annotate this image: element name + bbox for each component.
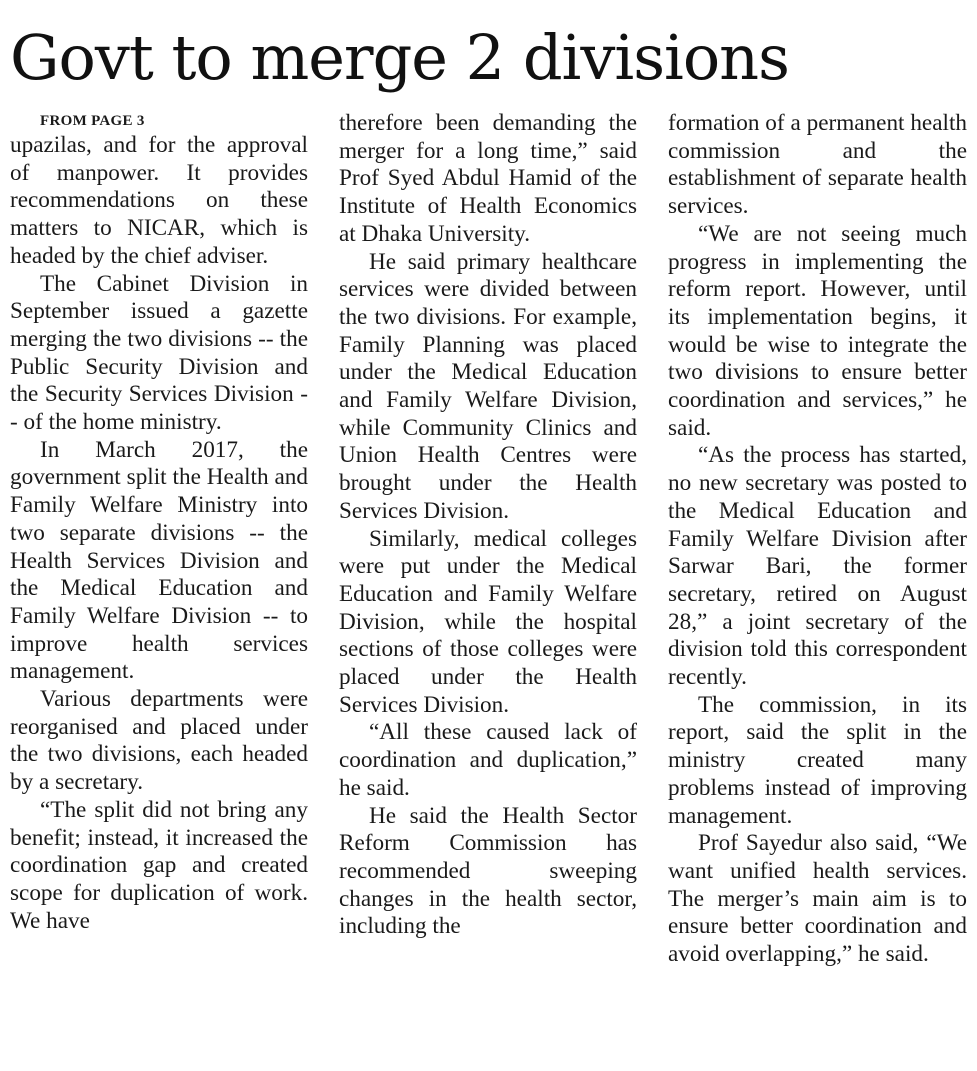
paragraph: “The split did not bring any benefit; instead, it increased the coordination gap and created scope for duplication of work. We have xyxy=(10,796,308,934)
paragraph: therefore been demanding the merger for a long time,” said Prof Syed Abdul Hamid of the Institute of Health Economics at Dhaka University. xyxy=(339,110,637,247)
paragraph: Prof Sayedur also said, “We want unified health services. The merger’s main aim is to ensure better coordination and avoid overlapping,” he said. xyxy=(668,830,967,968)
paragraph: upazilas, and for the approval of manpower. It provides recommendations on these matters to NICAR, which is headed by the chief adviser. xyxy=(10,132,308,269)
paragraph: “As the process has started, no new secretary was posted to the Medical Education and Family Welfare Division after Sarwar Bari, the former secretary, retired on August 28,” a joint secretary of the division told this correspondent recently. xyxy=(668,442,967,691)
article-column-3 xyxy=(668,110,967,969)
paragraph: He said primary healthcare services were divided between the two divisions. For example, Family Planning was placed under the Medical Education and Family Welfare Division, while Community Clinics and Union Health Centres were brought under the Health Services Division. xyxy=(339,248,637,524)
paragraph: In March 2017, the government split the Health and Family Welfare Ministry into two separate divisions -- the Health Services Division and the Medical Education and Family Welfare Division -- to improve health services management. xyxy=(10,436,308,685)
article-column-2 xyxy=(339,110,637,941)
paragraph: “We are not seeing much progress in implementing the reform report. However, until its implementation begins, it would be wise to integrate the two divisions to ensure better coordination and services,” he said. xyxy=(668,220,967,441)
paragraph: He said the Health Sector Reform Commission has recommended sweeping changes in the health sector, including the xyxy=(339,802,637,940)
kicker-from-page: FROM PAGE 3 xyxy=(40,113,145,129)
paragraph: Various departments were reorganised and placed under the two divisions, each headed by a secretary. xyxy=(10,686,308,796)
paragraph: Similarly, medical colleges were put under the Medical Education and Family Welfare Division, while the hospital sections of those colleges were placed under the Health Services Division. xyxy=(339,525,637,718)
headline: Govt to merge 2 divisions xyxy=(10,21,789,94)
paragraph: formation of a permanent health commission and the establishment of separate health services. xyxy=(668,110,967,220)
paragraph: The commission, in its report, said the split in the ministry created many problems instead of improving management. xyxy=(668,691,967,829)
paragraph: “All these caused lack of coordination and duplication,” he said. xyxy=(339,719,637,801)
article-column-1 xyxy=(10,110,308,935)
paragraph: The Cabinet Division in September issued a gazette merging the two divisions -- the Public Security Division and the Security Services Division -- of the home ministry. xyxy=(10,270,308,436)
